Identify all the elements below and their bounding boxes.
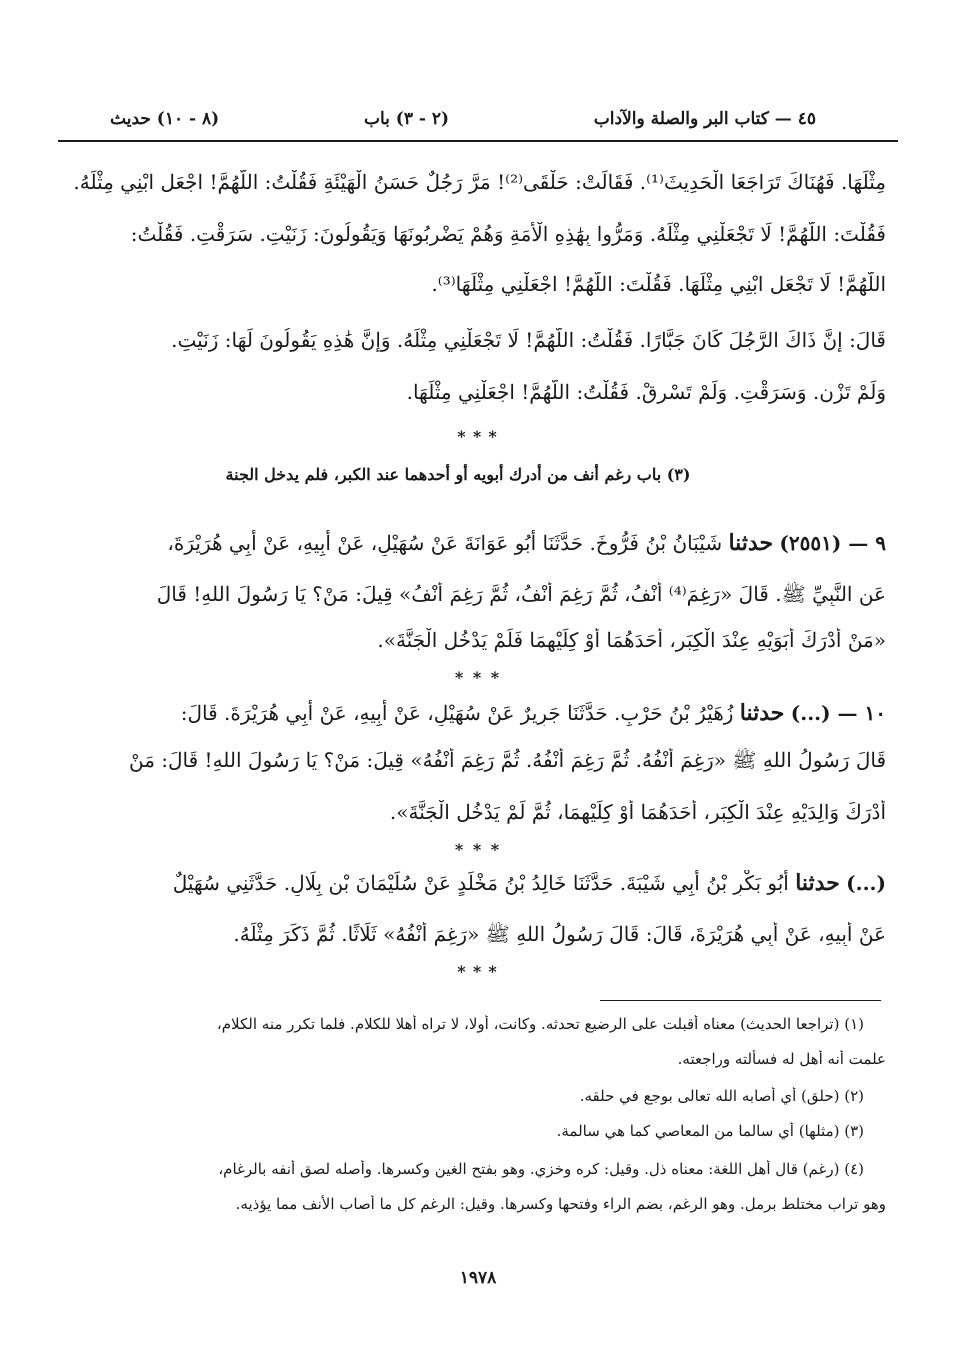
footnote-4-continued: وهو تراب مختلط برمل. وهو الرغم، بضم الراء وفتحها وكسرها. وقيل: الرغم كل ما أصاب الأنف مما يؤذيه. — [235, 1195, 886, 1213]
text-line: قَالَ: إِنَّ ذَاكَ الرَّجُلَ كَانَ جَبَّارًا. فَقُلْتُ: اللَّهُمَّ! لَا تَجْعَلْنِي مِثْلَهُ. وَإِنَّ هَٰذِهِ يَقُولُونَ لَهَا: زَنَيْتِ. — [171, 328, 886, 352]
hadith-10b-line-1 — [65, 870, 886, 896]
running-head-book: ٤٥ — كتاب البر والصلة والآداب — [593, 109, 816, 129]
hadith-10-line-1 — [65, 700, 886, 726]
haddatha-word: حدثنا — [728, 530, 774, 556]
section-separator: * * * — [457, 427, 499, 446]
footnote-1: (١) (تراجعا الحديث) معناه أقبلت على الرضيع تحدثه. وكانت، أولا، لا تراه أهلا للكلام. فلما تكرر منه الكلام، — [216, 1015, 864, 1033]
haddatha-word: حدثنا — [739, 700, 785, 726]
hadith-number: ١٠ — (...) — [790, 701, 886, 725]
text-line: عَنْ أَبِيهِ، عَنْ أَبِي هُرَيْرَةَ، قَالَ: قَالَ رَسُولُ اللهِ ﷺ «رَغِمَ أَنْفُهُ» ثَلَاثًا. ثُمَّ ذَكَرَ مِثْلَهُ. — [233, 922, 886, 946]
running-head — [110, 102, 816, 136]
footnote-2: (٢) (حلق) أي أصابه الله تعالى بوجع في حلقه. — [579, 1087, 864, 1105]
hadith-9-line-1 — [65, 530, 886, 556]
text-line: مِثْلَهَا. فَهُنَاكَ تَرَاجَعَا الْحَدِيثَ⁽¹⁾. فَقَالَتْ: حَلْقَى⁽²⁾! مَرَّ رَجُلٌ حَسَنُ الْهَيْئَةِ فَقُلْتُ: اللَّهُمَّ! اجْعَلِ ابْنِي مِثْلَهُ. — [73, 170, 886, 194]
hadith-number: ٩ — (٢٥٥١) — [779, 531, 886, 555]
text-line: اللَّهُمَّ! لَا تَجْعَلِ ابْنِي مِثْلَهَا. فَقُلْتَ: اللَّهُمَّ! اجْعَلْنِي مِثْلَهَا⁽³⁾. — [431, 272, 886, 296]
haddatha-word: حدثنا — [795, 870, 840, 896]
section-separator: * * * — [457, 962, 499, 981]
running-head-chapter: (٢ - ٣) باب — [363, 109, 450, 129]
isnad-text: زُهَيْرُ بْنُ حَرْبٍ. حَدَّثَنَا جَرِيرٌ عَنْ سُهَيْلٍ، عَنْ أَبِيهِ، عَنْ أَبِي هُرَيْرَةَ. قَالَ: — [180, 701, 734, 725]
running-head-hadith: (٨ - ١٠) حديث — [110, 109, 220, 129]
chapter-title: (٣) باب رغم أنف من أدرك أبويه أو أحدهما عند الكبر، فلم يدخل الجنة — [225, 465, 691, 484]
hadith-number: (...) — [846, 871, 886, 895]
text-line: أَدْرَكَ وَالِدَيْهِ عِنْدَ الْكِبَرِ، أَحَدَهُمَا أَوْ كِلَيْهِمَا، ثُمَّ لَمْ يَدْخُلِ الْجَنَّةَ». — [389, 800, 886, 824]
section-separator: * * * — [454, 840, 502, 859]
text-line: قَالَ رَسُولُ اللهِ ﷺ «رَغِمَ أَنْفُهُ. ثُمَّ رَغِمَ أَنْفُهُ. ثُمَّ رَغِمَ أَنْفُهُ» قِيلَ: مَنْ؟ يَا رَسُولَ اللهِ! قَالَ: مَنْ — [128, 748, 886, 772]
footnote-1-continued: علمت أنه أهل له فسألته وراجعته. — [677, 1050, 886, 1068]
footnote-rule — [600, 1000, 881, 1001]
footnote-4: (٤) (رغم) قال أهل اللغة: معناه ذل. وقيل: كره وخزي. وهو بفتح الغين وكسرها. وأصله لصق أنفه بالرغام، — [218, 1160, 864, 1178]
page-number: ١٩٧٨ — [459, 1268, 497, 1288]
text-line: وَلَمْ تَزْنِ. وَسَرَقْتِ. وَلَمْ تَسْرِقْ. فَقُلْتُ: اللَّهُمَّ! اجْعَلْنِي مِثْلَهَا. — [406, 380, 886, 404]
isnad-text: أَبُو بَكْرِ بْنُ أَبِي شَيْبَةَ. حَدَّثَنَا خَالِدُ بْنُ مَخْلَدٍ عَنْ سُلَيْمَانَ بْنِ بِلَالٍ. حَدَّثَنِي سُهَيْلٌ — [172, 871, 789, 895]
text-line: عَنِ النَّبِيِّ ﷺ. قَالَ «رَغِمَ⁽⁴⁾ أَنْفُ، ثُمَّ رَغِمَ أَنْفُ، ثُمَّ رَغِمَ أَنْفُ» قِيلَ: مَنْ؟ يَا رَسُولَ اللهِ! قَالَ — [156, 582, 886, 606]
footnote-3: (٣) (مثلها) أي سالما من المعاصي كما هي سالمة. — [556, 1122, 864, 1140]
isnad-text: شَيْبَانُ بْنُ فَرُّوخَ. حَدَّثَنَا أَبُو عَوَانَةَ عَنْ سُهَيْلٍ، عَنْ أَبِيهِ، عَنْ أَبِي هُرَيْرَةَ، — [167, 531, 723, 555]
section-separator: * * * — [454, 668, 502, 687]
text-line: فَقُلْتَ: اللَّهُمَّ! لَا تَجْعَلْنِي مِثْلَهُ. وَمَرُّوا بِهَٰذِهِ الْأَمَةِ وَهُمْ يَضْرِبُونَهَا وَيَقُولُونَ: زَنَيْتِ. سَرَقْتِ. فَقُلْتُ: — [130, 222, 886, 246]
text-line: «مَنْ أَدْرَكَ أَبَوَيْهِ عِنْدَ الْكِبَرِ، أَحَدَهُمَا أَوْ كِلَيْهِمَا فَلَمْ يَدْخُلِ الْجَنَّةَ». — [377, 628, 886, 652]
header-rule — [58, 140, 898, 142]
